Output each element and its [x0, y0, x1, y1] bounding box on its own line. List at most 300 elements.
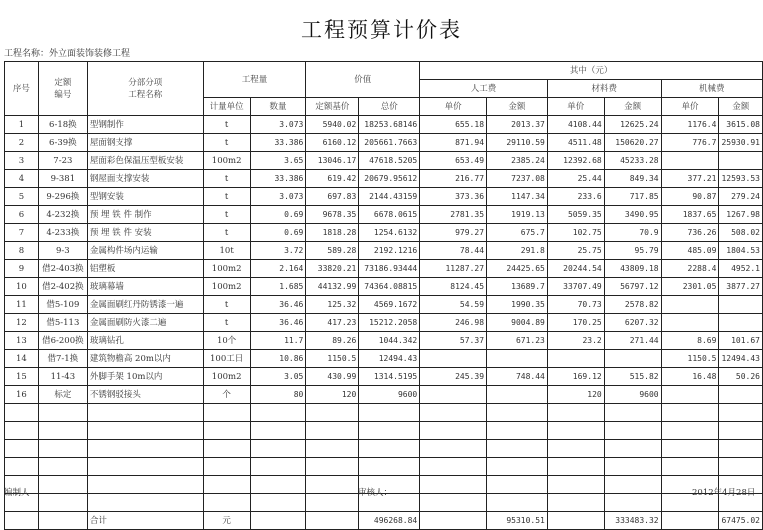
- empty-cell: [547, 422, 604, 440]
- cell-labor-amount: 291.8: [487, 242, 548, 260]
- empty-cell: [203, 422, 250, 440]
- cell-material-amount: 12625.24: [604, 116, 661, 134]
- cell-seq: 14: [5, 350, 39, 368]
- table-row: [5, 242, 763, 260]
- cell-material-amount: 56797.12: [604, 278, 661, 296]
- cell-qty: 36.46: [250, 314, 306, 332]
- total-unit: 元: [203, 512, 250, 530]
- cell-machine-unit-price: 776.7: [661, 134, 719, 152]
- cell-total-price: 12494.43: [359, 350, 420, 368]
- cell-machine-unit-price: [661, 314, 719, 332]
- cell-seq: 8: [5, 242, 39, 260]
- empty-cell: [250, 440, 306, 458]
- cell-material-amount: 849.34: [604, 170, 661, 188]
- cell-base-price: 44132.99: [306, 278, 359, 296]
- cell-material-amount: 150620.27: [604, 134, 661, 152]
- cell-seq: 4: [5, 170, 39, 188]
- cell-total-price: 1254.6132: [359, 224, 420, 242]
- header-labor: 人工费: [420, 80, 548, 98]
- cell-name: 型钢安装: [87, 188, 203, 206]
- cell-material-unit-price: 170.25: [547, 314, 604, 332]
- cell-qty: 10.86: [250, 350, 306, 368]
- cell-machine-unit-price: 8.69: [661, 332, 719, 350]
- cell-unit: 10个: [203, 332, 250, 350]
- cell-machine-amount: 3615.08: [719, 116, 763, 134]
- cell-unit: 100工日: [203, 350, 250, 368]
- cell-material-unit-price: 169.12: [547, 368, 604, 386]
- cell-qty: 33.386: [250, 170, 306, 188]
- cell-labor-unit-price: 653.49: [420, 152, 487, 170]
- empty-cell: [359, 458, 420, 476]
- empty-cell: [203, 440, 250, 458]
- table-row: [5, 332, 763, 350]
- empty-cell: [250, 494, 306, 512]
- cell-base-price: 125.32: [306, 296, 359, 314]
- empty-row: [5, 422, 763, 440]
- cell-machine-unit-price: 90.87: [661, 188, 719, 206]
- header-item-name: 分部分项 工程名称: [87, 62, 203, 116]
- cell-labor-amount: 2013.37: [487, 116, 548, 134]
- cell-qty: 80: [250, 386, 306, 404]
- cell-labor-unit-price: 2781.35: [420, 206, 487, 224]
- empty-cell: [306, 440, 359, 458]
- cell-name: 不锈钢驳接头: [87, 386, 203, 404]
- cell-material-unit-price: 25.44: [547, 170, 604, 188]
- empty-cell: [420, 476, 487, 494]
- cell-seq: 12: [5, 314, 39, 332]
- cell-total-price: 20679.95612: [359, 170, 420, 188]
- cell-material-amount: 43809.18: [604, 260, 661, 278]
- table-row: [5, 296, 763, 314]
- cell-name: 玻璃钻孔: [87, 332, 203, 350]
- cell-base-price: 120: [306, 386, 359, 404]
- cell-machine-amount: 508.02: [719, 224, 763, 242]
- cell-material-amount: 45233.28: [604, 152, 661, 170]
- empty-cell: [87, 476, 203, 494]
- cell-machine-amount: 25930.91: [719, 134, 763, 152]
- empty-cell: [203, 476, 250, 494]
- empty-cell: [5, 458, 39, 476]
- page-title: 工程预算计价表: [301, 18, 462, 42]
- cell-seq: 10: [5, 278, 39, 296]
- table-row: [5, 350, 763, 368]
- empty-cell: [203, 494, 250, 512]
- cell-name: 金属构件场内运输: [87, 242, 203, 260]
- cell-labor-unit-price: [420, 350, 487, 368]
- cell-material-amount: 271.44: [604, 332, 661, 350]
- cell-base-price: 9678.35: [306, 206, 359, 224]
- table-row: [5, 386, 763, 404]
- cell-material-unit-price: 20244.54: [547, 260, 604, 278]
- header-qty: 数量: [250, 98, 306, 116]
- table-row: [5, 134, 763, 152]
- header-material-unit-price: 单价: [547, 98, 604, 116]
- machine-total: 67475.02: [719, 512, 763, 530]
- empty-cell: [547, 458, 604, 476]
- cell-base-price: 697.83: [306, 188, 359, 206]
- cell-name: 金属面刷防火漆二遍: [87, 314, 203, 332]
- cell-base-price: 13046.17: [306, 152, 359, 170]
- cell-machine-unit-price: 1150.5: [661, 350, 719, 368]
- cell-seq: 6: [5, 206, 39, 224]
- cell-code: 借2-402换: [38, 278, 87, 296]
- table-row: [5, 368, 763, 386]
- cell-total-price: 4569.1672: [359, 296, 420, 314]
- cell-unit: t: [203, 314, 250, 332]
- header-base-price: 定额基价: [306, 98, 359, 116]
- cell-machine-unit-price: 16.48: [661, 368, 719, 386]
- empty-cell: [38, 512, 87, 530]
- empty-cell: [547, 494, 604, 512]
- grand-total: 496268.84: [359, 512, 420, 530]
- cell-labor-unit-price: 246.98: [420, 314, 487, 332]
- cell-qty: 11.7: [250, 332, 306, 350]
- empty-row: [5, 440, 763, 458]
- cell-qty: 2.164: [250, 260, 306, 278]
- cell-name: 屋面钢支撑: [87, 134, 203, 152]
- table-row: [5, 224, 763, 242]
- empty-cell: [306, 476, 359, 494]
- cell-total-price: 47618.5205: [359, 152, 420, 170]
- cell-labor-unit-price: [420, 386, 487, 404]
- cell-base-price: 89.26: [306, 332, 359, 350]
- header-labor-unit-price: 单价: [420, 98, 487, 116]
- empty-cell: [604, 476, 661, 494]
- cell-total-price: 205661.7663: [359, 134, 420, 152]
- cell-labor-amount: 671.23: [487, 332, 548, 350]
- cell-total-price: 1044.342: [359, 332, 420, 350]
- cell-material-amount: 6207.32: [604, 314, 661, 332]
- empty-cell: [5, 404, 39, 422]
- cell-machine-amount: [719, 152, 763, 170]
- cell-code: 借5-113: [38, 314, 87, 332]
- cell-labor-amount: 748.44: [487, 368, 548, 386]
- empty-cell: [306, 494, 359, 512]
- project-name: 工程名称：外立面装饰装修工程: [4, 49, 131, 59]
- empty-cell: [38, 494, 87, 512]
- empty-cell: [487, 476, 548, 494]
- cell-labor-amount: 7237.08: [487, 170, 548, 188]
- empty-cell: [38, 422, 87, 440]
- cell-seq: 9: [5, 260, 39, 278]
- cell-code: 9-296换: [38, 188, 87, 206]
- cell-machine-unit-price: 2288.4: [661, 260, 719, 278]
- header-unit: 计量单位: [203, 98, 250, 116]
- cell-code: 9-3: [38, 242, 87, 260]
- cell-material-unit-price: 4108.44: [547, 116, 604, 134]
- header-machine-amount: 金额: [719, 98, 763, 116]
- cell-qty: 3.72: [250, 242, 306, 260]
- cell-material-unit-price: 25.75: [547, 242, 604, 260]
- cell-machine-amount: 279.24: [719, 188, 763, 206]
- empty-cell: [87, 440, 203, 458]
- empty-cell: [5, 512, 39, 530]
- cell-code: 4-233换: [38, 224, 87, 242]
- empty-cell: [38, 440, 87, 458]
- cell-seq: 11: [5, 296, 39, 314]
- cell-material-amount: 9600: [604, 386, 661, 404]
- cell-machine-amount: 12494.43: [719, 350, 763, 368]
- cell-code: 7-23: [38, 152, 87, 170]
- empty-cell: [487, 458, 548, 476]
- cell-name: 玻璃幕墙: [87, 278, 203, 296]
- empty-cell: [604, 458, 661, 476]
- table-row: [5, 152, 763, 170]
- cell-code: 6-18换: [38, 116, 87, 134]
- empty-cell: [661, 440, 719, 458]
- empty-cell: [604, 422, 661, 440]
- cell-base-price: 5940.02: [306, 116, 359, 134]
- empty-cell: [38, 458, 87, 476]
- cell-base-price: 430.99: [306, 368, 359, 386]
- cell-qty: 36.46: [250, 296, 306, 314]
- cell-total-price: 1314.5195: [359, 368, 420, 386]
- cell-material-amount: 3490.95: [604, 206, 661, 224]
- empty-cell: [420, 512, 487, 530]
- cell-machine-unit-price: 485.09: [661, 242, 719, 260]
- cell-labor-amount: 2385.24: [487, 152, 548, 170]
- cell-name: 屋面彩色保温压型板安装: [87, 152, 203, 170]
- table-row: [5, 260, 763, 278]
- table-row: [5, 170, 763, 188]
- cell-machine-unit-price: [661, 296, 719, 314]
- empty-cell: [661, 458, 719, 476]
- cell-unit: t: [203, 296, 250, 314]
- empty-cell: [719, 422, 763, 440]
- empty-cell: [38, 404, 87, 422]
- cell-labor-amount: [487, 386, 548, 404]
- cell-material-amount: 2578.82: [604, 296, 661, 314]
- cell-unit: t: [203, 116, 250, 134]
- cell-material-unit-price: 33707.49: [547, 278, 604, 296]
- labor-total: 95310.51: [487, 512, 548, 530]
- cell-material-amount: 70.9: [604, 224, 661, 242]
- cell-machine-unit-price: 1837.65: [661, 206, 719, 224]
- table-row: [5, 116, 763, 134]
- cell-qty: 3.05: [250, 368, 306, 386]
- cell-material-unit-price: 70.73: [547, 296, 604, 314]
- cell-name: 铝塑板: [87, 260, 203, 278]
- table-row: [5, 278, 763, 296]
- header-labor-amount: 金额: [487, 98, 548, 116]
- cell-code: 借7-1换: [38, 350, 87, 368]
- cell-seq: 16: [5, 386, 39, 404]
- material-total: 333483.32: [604, 512, 661, 530]
- empty-cell: [487, 404, 548, 422]
- cell-unit: 个: [203, 386, 250, 404]
- header-total-price: 总价: [359, 98, 420, 116]
- cell-qty: 3.073: [250, 188, 306, 206]
- cell-unit: t: [203, 170, 250, 188]
- cell-qty: 33.386: [250, 134, 306, 152]
- cell-unit: t: [203, 224, 250, 242]
- cell-labor-amount: 675.7: [487, 224, 548, 242]
- cell-material-unit-price: 120: [547, 386, 604, 404]
- cell-material-amount: [604, 350, 661, 368]
- cell-base-price: 589.28: [306, 242, 359, 260]
- cell-seq: 5: [5, 188, 39, 206]
- cell-labor-amount: 1919.13: [487, 206, 548, 224]
- empty-cell: [604, 404, 661, 422]
- empty-cell: [547, 512, 604, 530]
- empty-row: [5, 458, 763, 476]
- cell-machine-amount: [719, 296, 763, 314]
- cell-machine-unit-price: [661, 386, 719, 404]
- cell-code: 借6-200换: [38, 332, 87, 350]
- cell-code: 9-381: [38, 170, 87, 188]
- cell-machine-unit-price: [661, 152, 719, 170]
- cell-machine-amount: 4952.1: [719, 260, 763, 278]
- cell-base-price: 619.42: [306, 170, 359, 188]
- cell-name: 钢屋面支撑安装: [87, 170, 203, 188]
- table-row: [5, 188, 763, 206]
- budget-table: [4, 61, 763, 530]
- empty-cell: [203, 404, 250, 422]
- empty-cell: [719, 458, 763, 476]
- cell-code: 标定: [38, 386, 87, 404]
- cell-machine-amount: 50.26: [719, 368, 763, 386]
- cell-code: 11-43: [38, 368, 87, 386]
- empty-cell: [547, 440, 604, 458]
- cell-seq: 1: [5, 116, 39, 134]
- empty-cell: [487, 494, 548, 512]
- cell-unit: t: [203, 206, 250, 224]
- cell-unit: t: [203, 188, 250, 206]
- cell-base-price: 1818.28: [306, 224, 359, 242]
- cell-labor-amount: 24425.65: [487, 260, 548, 278]
- cell-machine-amount: 1804.53: [719, 242, 763, 260]
- empty-cell: [719, 440, 763, 458]
- empty-cell: [487, 440, 548, 458]
- cell-labor-unit-price: 245.39: [420, 368, 487, 386]
- cell-qty: 0.69: [250, 224, 306, 242]
- cell-unit: 100m2: [203, 368, 250, 386]
- empty-cell: [250, 422, 306, 440]
- cell-labor-unit-price: 216.77: [420, 170, 487, 188]
- cell-machine-unit-price: 736.26: [661, 224, 719, 242]
- cell-labor-amount: 9004.89: [487, 314, 548, 332]
- empty-cell: [203, 458, 250, 476]
- header-value-group: 价值: [306, 62, 420, 98]
- empty-cell: [250, 458, 306, 476]
- empty-cell: [306, 404, 359, 422]
- empty-cell: [661, 404, 719, 422]
- cell-total-price: 15212.2058: [359, 314, 420, 332]
- cell-base-price: 417.23: [306, 314, 359, 332]
- cell-machine-amount: [719, 386, 763, 404]
- cell-machine-amount: 12593.53: [719, 170, 763, 188]
- empty-cell: [719, 404, 763, 422]
- empty-cell: [547, 404, 604, 422]
- cell-material-unit-price: 12392.68: [547, 152, 604, 170]
- cell-labor-unit-price: 57.37: [420, 332, 487, 350]
- cell-material-unit-price: 233.6: [547, 188, 604, 206]
- cell-qty: 3.073: [250, 116, 306, 134]
- empty-cell: [87, 494, 203, 512]
- cell-unit: t: [203, 134, 250, 152]
- cell-total-price: 6678.0615: [359, 206, 420, 224]
- cell-name: 建筑物檐高 20m以内: [87, 350, 203, 368]
- cell-total-price: 74364.08815: [359, 278, 420, 296]
- cell-material-unit-price: 5059.35: [547, 206, 604, 224]
- cell-unit: 100m2: [203, 260, 250, 278]
- empty-cell: [250, 476, 306, 494]
- empty-cell: [359, 440, 420, 458]
- cell-labor-unit-price: 8124.45: [420, 278, 487, 296]
- cell-qty: 1.685: [250, 278, 306, 296]
- cell-machine-unit-price: 2301.05: [661, 278, 719, 296]
- cell-seq: 3: [5, 152, 39, 170]
- cell-material-unit-price: 4511.48: [547, 134, 604, 152]
- cell-unit: 100m2: [203, 278, 250, 296]
- cell-code: 6-39换: [38, 134, 87, 152]
- cell-machine-amount: 3877.27: [719, 278, 763, 296]
- cell-name: 预 埋 铁 件 制作: [87, 206, 203, 224]
- header-seq: 序号: [5, 62, 39, 116]
- empty-cell: [87, 404, 203, 422]
- cell-labor-amount: 1990.35: [487, 296, 548, 314]
- cell-seq: 7: [5, 224, 39, 242]
- header-material-amount: 金额: [604, 98, 661, 116]
- empty-cell: [359, 404, 420, 422]
- empty-cell: [250, 404, 306, 422]
- cell-labor-unit-price: 11287.27: [420, 260, 487, 278]
- cell-labor-unit-price: 78.44: [420, 242, 487, 260]
- cell-code: 4-232换: [38, 206, 87, 224]
- header-among-group: 其中（元）: [420, 62, 763, 80]
- empty-cell: [420, 404, 487, 422]
- reviewer-label: 审核人：: [358, 488, 393, 498]
- cell-total-price: 18253.68146: [359, 116, 420, 134]
- empty-cell: [306, 422, 359, 440]
- cell-material-unit-price: 23.2: [547, 332, 604, 350]
- cell-base-price: 6160.12: [306, 134, 359, 152]
- cell-seq: 15: [5, 368, 39, 386]
- total-label: 合计: [87, 512, 203, 530]
- cell-labor-amount: 29110.59: [487, 134, 548, 152]
- empty-cell: [420, 458, 487, 476]
- cell-code: 借5-109: [38, 296, 87, 314]
- cell-name: 金属面刷红丹防锈漆一遍: [87, 296, 203, 314]
- cell-labor-amount: 1147.34: [487, 188, 548, 206]
- cell-material-amount: 95.79: [604, 242, 661, 260]
- cell-material-unit-price: [547, 350, 604, 368]
- cell-qty: 0.69: [250, 206, 306, 224]
- header-machine-unit-price: 单价: [661, 98, 719, 116]
- cell-seq: 13: [5, 332, 39, 350]
- cell-material-amount: 717.85: [604, 188, 661, 206]
- cell-labor-unit-price: 871.94: [420, 134, 487, 152]
- empty-cell: [487, 422, 548, 440]
- empty-cell: [420, 422, 487, 440]
- cell-machine-amount: 1267.98: [719, 206, 763, 224]
- empty-cell: [87, 422, 203, 440]
- cell-total-price: 9600: [359, 386, 420, 404]
- cell-total-price: 2144.43159: [359, 188, 420, 206]
- cell-labor-amount: 13689.7: [487, 278, 548, 296]
- cell-name: 外脚手架 10m以内: [87, 368, 203, 386]
- header-code: 定额 编号: [38, 62, 87, 116]
- header-machine: 机械费: [661, 80, 762, 98]
- cell-seq: 2: [5, 134, 39, 152]
- cell-material-unit-price: 102.75: [547, 224, 604, 242]
- cell-machine-unit-price: 1176.4: [661, 116, 719, 134]
- cell-base-price: 1150.5: [306, 350, 359, 368]
- empty-cell: [306, 458, 359, 476]
- empty-cell: [5, 440, 39, 458]
- empty-cell: [5, 422, 39, 440]
- empty-cell: [420, 494, 487, 512]
